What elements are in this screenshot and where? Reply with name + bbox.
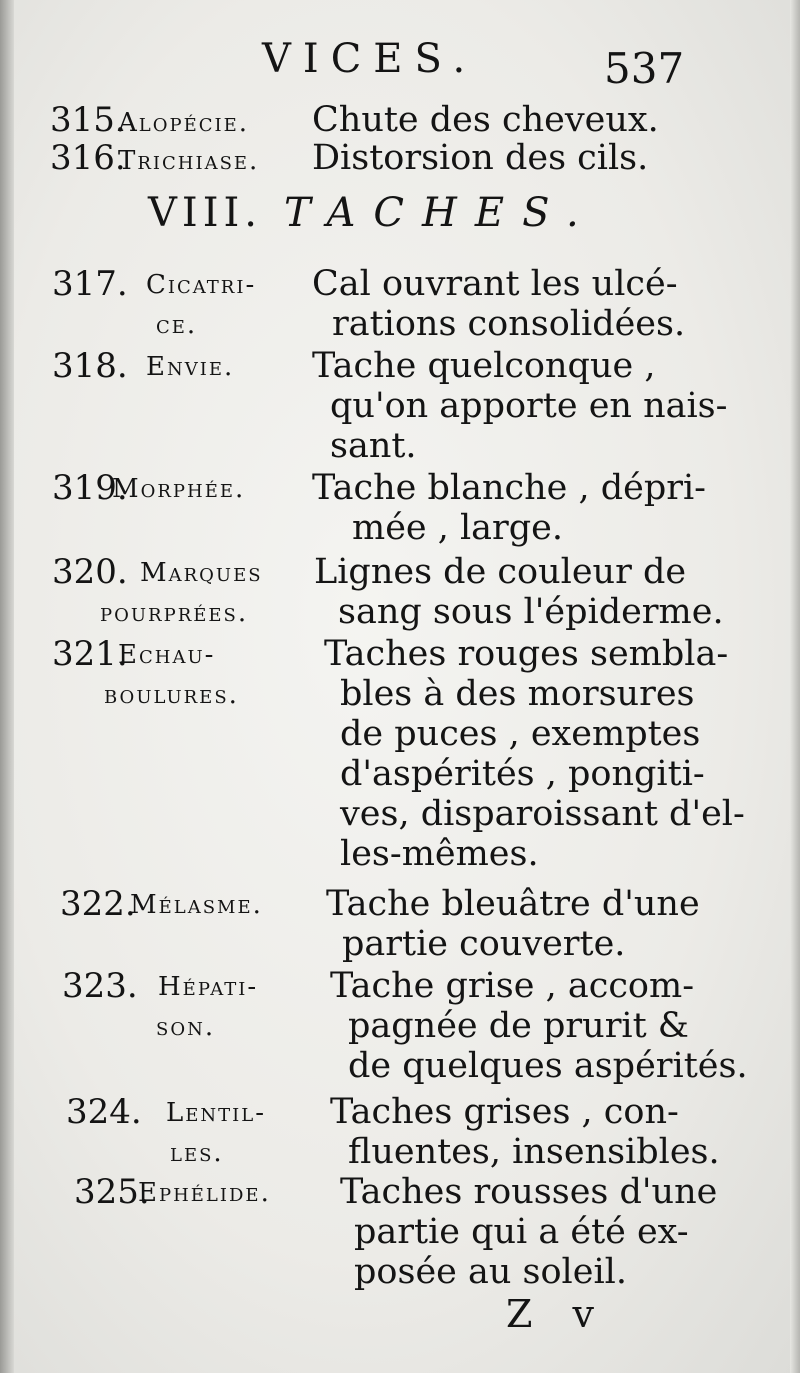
entry-number: 325.	[74, 1172, 150, 1212]
page-header	[0, 30, 800, 100]
definition-line: Tache blanche , dépri-	[312, 468, 706, 508]
entry-term-line: Mélasme.	[130, 890, 263, 920]
entry-definition	[312, 346, 727, 466]
definition-line: partie qui a été ex-	[354, 1212, 689, 1252]
entry-term-line: Cicatri-	[146, 270, 257, 300]
definition-line: mée , large.	[352, 508, 564, 548]
section-roman: VIII.	[148, 190, 263, 236]
entry-term: Trichiase.	[118, 146, 260, 176]
definition-line: les-mêmes.	[340, 834, 539, 874]
definition-line: fluentes, insensibles.	[348, 1132, 720, 1172]
definition-line: Tache bleuâtre d'une	[326, 884, 700, 924]
definition-line: Taches rousses d'une	[340, 1172, 718, 1212]
running-title: VICES.	[262, 36, 478, 82]
definition-line: de puces , exemptes	[340, 714, 701, 754]
definition-line: d'aspérités , pongiti-	[340, 754, 705, 794]
definition-line: sang sous l'épiderme.	[338, 592, 724, 632]
definition-line: rations consolidées.	[332, 304, 686, 344]
entry-definition: Distorsion des cils.	[312, 138, 649, 178]
section-title: TACHES.	[284, 190, 597, 236]
entry-term-line: Lentil-	[166, 1098, 267, 1128]
page-edge-left	[0, 0, 14, 1373]
entry-number: 318.	[52, 346, 128, 386]
entry-definition	[314, 552, 724, 632]
entry-term-line: Ephélide.	[138, 1178, 271, 1208]
entry-definition	[330, 1092, 720, 1172]
definition-line: pagnée de prurit &	[348, 1006, 689, 1046]
signature-mark: Z v	[506, 1292, 608, 1336]
definition-line: Taches rouges sembla-	[324, 634, 729, 674]
definition-line: de quelques aspérités.	[348, 1046, 748, 1086]
entry-term-line: boulures.	[104, 680, 239, 710]
page-number: 537	[604, 44, 685, 93]
definition-line: qu'on apporte en nais-	[330, 386, 728, 426]
definition-line: posée au soleil.	[354, 1252, 627, 1292]
entry-number: 324.	[66, 1092, 142, 1132]
entry-term-line: pourprées.	[100, 598, 249, 628]
entry-number: 323.	[62, 966, 138, 1006]
entry-number: 319.	[52, 468, 128, 508]
entry-term-line: Envie.	[146, 352, 235, 382]
entry-number: 315.	[50, 100, 126, 140]
entry-number: 322.	[60, 884, 136, 924]
entry-number: 321.	[52, 634, 128, 674]
entry-definition	[326, 884, 700, 964]
entry-term-line: les.	[170, 1138, 224, 1168]
entry-term-line: Hépati-	[158, 972, 259, 1002]
definition-line: sant.	[330, 426, 417, 466]
definition-line: ves, disparoissant d'el-	[340, 794, 745, 834]
definition-line: partie couverte.	[342, 924, 626, 964]
entry-number: 316.	[50, 138, 126, 178]
entry-term-line: Echau-	[118, 640, 216, 670]
entry-term-line: Morphée.	[112, 474, 246, 504]
page-edge-right	[790, 0, 800, 1373]
definition-line: Lignes de couleur de	[314, 552, 687, 592]
entry-term-line: son.	[156, 1012, 216, 1042]
entry-number: 317.	[52, 264, 128, 304]
entry-term: Alopécie.	[118, 108, 250, 138]
entry-definition	[324, 634, 745, 874]
section-heading	[148, 190, 597, 236]
definition-line: Cal ouvrant les ulcé-	[312, 264, 678, 304]
entry-definition	[340, 1172, 717, 1292]
entry-term-line: ce.	[156, 310, 198, 340]
entry-number: 320.	[52, 552, 128, 592]
definition-line: Tache grise , accom-	[330, 966, 695, 1006]
entry-term-line: Marques	[140, 558, 263, 588]
definition-line: Tache quelconque ,	[312, 346, 656, 386]
definition-line: bles à des morsures	[340, 674, 695, 714]
entry-definition	[312, 468, 706, 548]
definition-line: Taches grises , con-	[330, 1092, 679, 1132]
entry-definition	[312, 264, 685, 344]
entry-definition	[330, 966, 748, 1086]
entry-definition: Chute des cheveux.	[312, 100, 659, 140]
